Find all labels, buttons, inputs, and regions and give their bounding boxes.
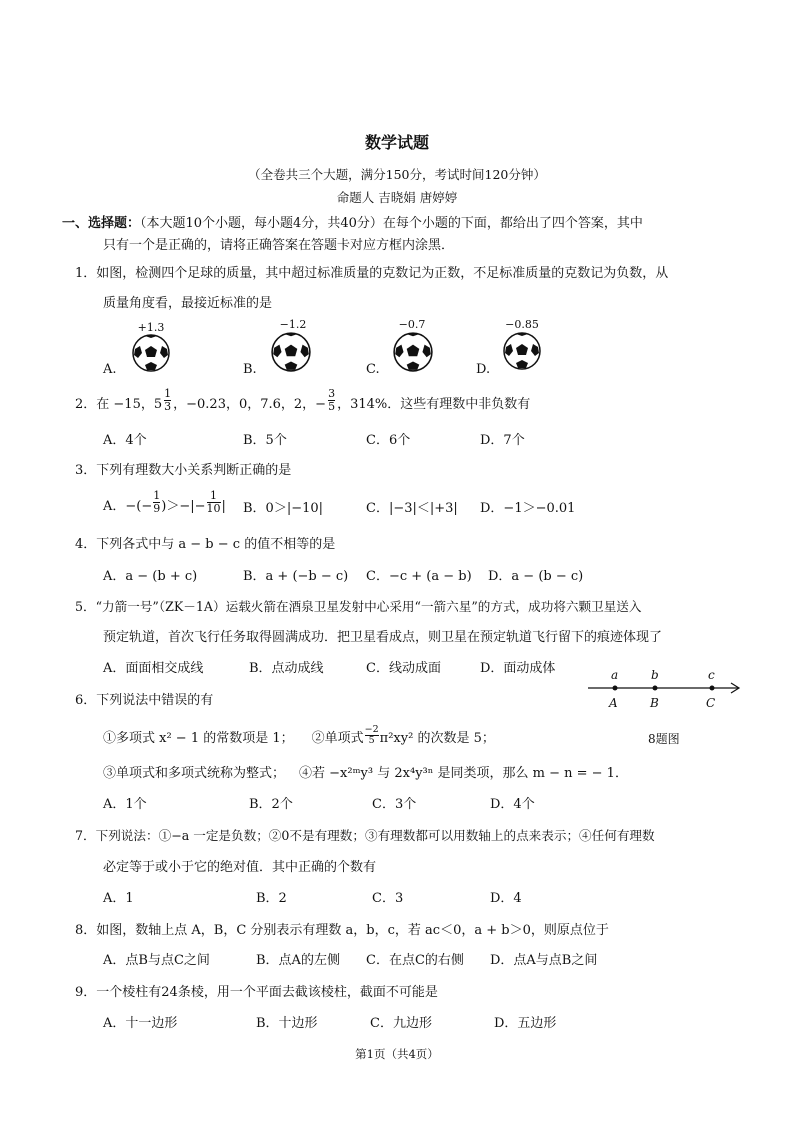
q2-stem (75, 388, 530, 418)
q2-option-d: D．7个 (480, 433, 525, 448)
figure-caption: 8题图 (648, 732, 680, 746)
page-title: 数学试题 (364, 133, 429, 152)
q8-stem: 8．如图，数轴上点 A，B，C 分别表示有理数 a，b，c，若 ac＜0，a + b＞0，则原点位于 (75, 923, 609, 938)
point-a-value: a (611, 668, 619, 682)
q2-fraction-2 (328, 388, 335, 413)
q2-den: 3 (164, 400, 172, 413)
q7-line1: 7．下列说法：①−a 一定是负数；②0不是有理数；③有理数都可以用数轴上的点来表示；④任何有理数 (75, 828, 655, 843)
q6-s2-num: −2 (364, 724, 379, 735)
q6-s2-den: 5 (368, 735, 375, 746)
q9-option-c: C．九边形 (370, 1016, 432, 1031)
q1-option-c-letter: C. (366, 362, 380, 377)
q4-option-d: D．a − (b − c) (488, 569, 584, 584)
q3-a-den1: 9 (153, 502, 161, 515)
q4-option-c: C．−c + (a − b) (366, 569, 472, 584)
q3-a-pre: A．−(− (103, 499, 153, 514)
q4-option-b: B．a + (−b − c) (243, 569, 349, 584)
q9-option-d: D．五边形 (494, 1016, 557, 1031)
point-b-label: B (650, 696, 659, 710)
q1-option-b (243, 318, 323, 380)
q1-option-b-letter: B. (243, 362, 257, 377)
q3-option-c: C．|−3|＜|+3| (366, 501, 458, 516)
q6-s2-post: π²xy² 的次数是 5； (379, 731, 495, 746)
q5-option-d: D．面动成体 (480, 661, 556, 676)
section-intro-1: （本大题10个小题，每小题4分，共40分）在每个小题的下面，都给出了四个答案，其中 (140, 216, 643, 231)
soccer-ball-icon (270, 331, 312, 373)
q2-den2: 5 (328, 400, 336, 413)
q5-line2: 预定轨道，首次飞行任务取得圆满成功．把卫星看成点，则卫星在预定轨道飞行留下的痕迹体现了 (103, 630, 663, 645)
q6-statement-3: ③单项式和多项式统称为整式； (103, 766, 286, 781)
q1-option-a-letter: A. (103, 362, 117, 377)
q2-num: 1 (164, 387, 172, 400)
q7-option-a: A．1 (103, 891, 134, 906)
q2-option-a: A．4个 (103, 433, 147, 448)
q3-a-frac1 (153, 490, 160, 515)
q3-a-frac2 (207, 490, 221, 515)
q3-a-num1: 1 (153, 489, 161, 502)
q2-suffix: ，314%．这些有理数中非负数有 (337, 397, 531, 412)
q3-a-den2: 10 (206, 502, 221, 515)
q3-option-a (103, 490, 226, 522)
section-heading (62, 212, 643, 231)
q8-option-b: B．点A的左侧 (256, 953, 340, 968)
q1-line1: 1．如图，检测四个足球的质量，其中超过标准质量的克数记为正数，不足标准质量的克数记为负数，从 (75, 266, 669, 281)
q4-stem: 4．下列各式中与 a − b − c 的值不相等的是 (75, 537, 336, 552)
q2-option-b: B．5个 (243, 433, 287, 448)
q5-option-a: A．面面相交成线 (103, 661, 204, 676)
q1-line2: 质量角度看，最接近标准的是 (103, 296, 273, 311)
q6-statements-row2 (103, 762, 628, 781)
soccer-ball-icon (131, 333, 171, 373)
soccer-ball-icon (502, 331, 542, 371)
q3-stem: 3．下列有理数大小关系判断正确的是 (75, 463, 292, 478)
q6-option-d: D．4个 (490, 797, 535, 812)
point-c-label: C (706, 696, 716, 710)
q6-stem: 6．下列说法中错误的有 (75, 693, 214, 708)
q7-option-c: C．3 (372, 891, 404, 906)
q9-option-b: B．十边形 (256, 1016, 318, 1031)
q1-option-d-value: −0.85 (505, 318, 539, 331)
q6-option-c: C．3个 (372, 797, 417, 812)
q3-option-b: B．0＞|−10| (243, 501, 324, 516)
q2-num2: 3 (328, 387, 336, 400)
q6-s2-pre: ②单项式 (311, 731, 364, 746)
q8-option-d: D．点A与点B之间 (490, 953, 598, 968)
q3-option-d: D．−1＞−0.01 (480, 501, 576, 516)
q6-option-a: A．1个 (103, 797, 147, 812)
q1-option-d (476, 318, 556, 380)
authors: 命题人 吉晓娟 唐婷婷 (336, 190, 458, 205)
q7-option-d: D．4 (490, 891, 522, 906)
point-a-label: A (609, 696, 618, 710)
point-b-value: b (651, 668, 659, 682)
q1-option-b-value: −1.2 (279, 318, 307, 331)
q3-a-end: | (221, 499, 226, 514)
q7-line2: 必定等于或小于它的绝对值．其中正确的个数有 (103, 860, 377, 875)
q3-a-num2: 1 (207, 490, 221, 503)
q6-statement-4: ④若 −x²ᵐy³ 与 2x⁴y³ⁿ 是同类项，那么 m − n = − 1． (299, 766, 628, 781)
q1-option-c-value: −0.7 (398, 318, 426, 331)
q1-option-c (366, 318, 446, 380)
exam-info: （全卷共三个大题，满分150分，考试时间120分钟） (248, 167, 546, 182)
q6-statements-row1 (103, 724, 495, 754)
section-heading-label: 一、选择题： (62, 216, 141, 231)
point-c-value: c (708, 668, 715, 682)
q7-option-b: B．2 (256, 891, 287, 906)
q4-option-a: A．a − (b + c) (103, 569, 198, 584)
q6-option-b: B．2个 (249, 797, 293, 812)
q9-stem: 9．一个棱柱有24条棱，用一个平面去截该棱柱，截面不可能是 (75, 985, 438, 1000)
q2-fraction-1 (164, 388, 171, 413)
q8-option-a: A．点B与点C之间 (103, 953, 210, 968)
q6-s2-frac (365, 725, 379, 746)
q5-option-b: B．点动成线 (249, 661, 324, 676)
q5-option-c: C．线动成面 (366, 661, 441, 676)
section-intro-2: 只有一个是正确的，请将正确答案在答题卡对应方框内涂黑． (103, 238, 455, 253)
number-line-figure (588, 668, 748, 748)
q1-option-d-letter: D. (476, 362, 491, 377)
soccer-ball-icon (392, 331, 434, 373)
q1-option-a (103, 320, 183, 380)
q1-option-a-value: +1.3 (137, 321, 165, 334)
q8-option-c: C．在点C的右侧 (366, 953, 464, 968)
q2-mid: ，−0.23，0，7.6，2，− (173, 397, 327, 412)
page-footer: 第1页（共4页） (355, 1047, 439, 1061)
q3-a-mid: )＞−|− (161, 499, 206, 514)
q9-option-a: A．十一边形 (103, 1016, 178, 1031)
q2-whole: 5 (153, 397, 163, 412)
q2-prefix: 2．在 −15， (75, 397, 154, 412)
q2-option-c: C．6个 (366, 433, 411, 448)
q5-line1: 5．“力箭一号”（ZK－1A）运载火箭在酒泉卫星发射中心采用“一箭六星”的方式，成功将六颗卫星送入 (75, 599, 642, 614)
q6-statement-1: ①多项式 x² − 1 的常数项是 1； (103, 731, 294, 746)
